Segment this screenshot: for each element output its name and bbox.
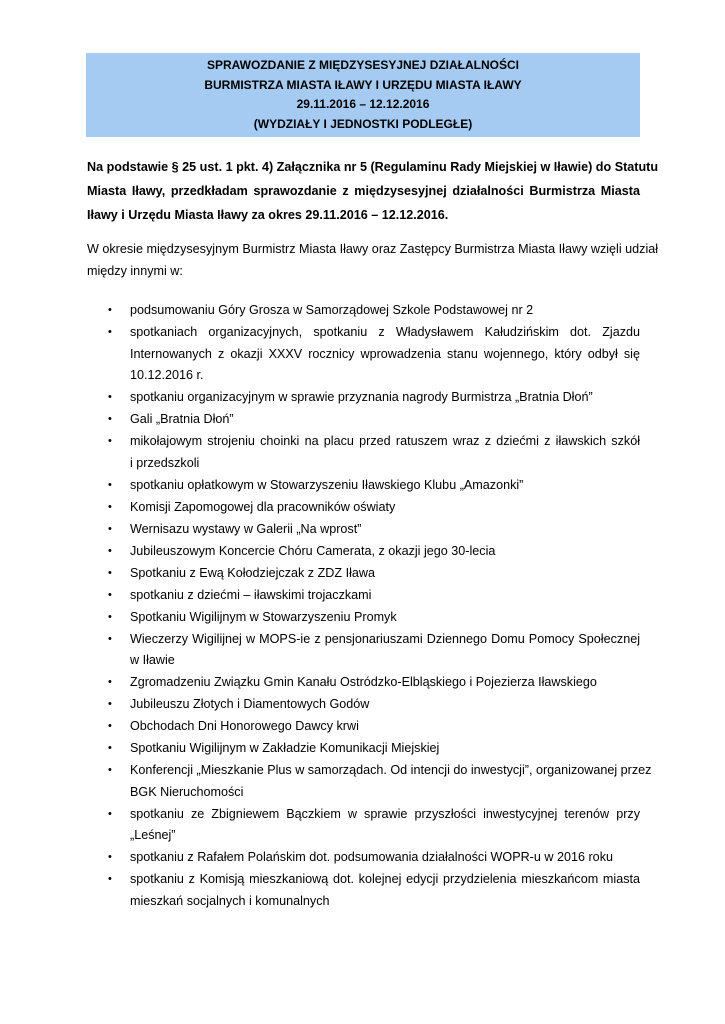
- list-item-text: [130, 847, 640, 869]
- header-title-line-1: SPRAWOZDANIE Z MIĘDZYSESYJNEJ DZIAŁALNOŚCI: [206, 58, 520, 72]
- list-item: [108, 475, 640, 497]
- list-item: [108, 738, 640, 760]
- list-item-line: Komisji Zapomogowej dla pracowników oświaty: [130, 499, 396, 514]
- list-item: [108, 585, 640, 607]
- list-item-line: spotkaniu organizacyjnym w sprawie przyznania nagrody Burmistrza „Bratnia Dłoń”: [130, 390, 593, 404]
- list-item: [108, 431, 640, 474]
- list-item-text: [130, 409, 640, 431]
- intro-line: Miasta Iławy, przedkładam sprawozdanie z międzysesyjnej działalności Burmistrza Miasta: [87, 184, 640, 198]
- bullet-icon: •: [108, 742, 112, 754]
- list-item-text: [130, 672, 640, 694]
- bullet-icon: •: [108, 500, 112, 513]
- list-item-line: Obchodach Dni Honorowego Dawcy krwi: [130, 719, 359, 733]
- list-item: [108, 672, 640, 694]
- list-item: [108, 541, 640, 563]
- list-item-line: w Iławie: [130, 653, 175, 667]
- list-item-line: Wieczerzy Wigilijnej w MOPS-ie z pensjonariuszami Dziennego Domu Pomocy Społecznej: [130, 631, 640, 646]
- bullet-icon: •: [108, 566, 112, 579]
- list-item-line: spotkaniu z Rafałem Polańskim dot. podsumowania działalności WOPR-u w 2016 roku: [130, 850, 613, 864]
- intro-paragraph: [87, 155, 659, 227]
- activity-list: [108, 300, 652, 913]
- list-item-line: Jubileuszu Złotych i Diamentowych Godów: [130, 697, 370, 711]
- list-item-text: [130, 585, 640, 607]
- bullet-icon: •: [108, 676, 112, 688]
- list-item: [108, 300, 640, 322]
- list-item: [108, 607, 640, 629]
- list-item-line: spotkaniu z dziećmi – iławskimi trojaczkami: [130, 587, 372, 602]
- intro-line: Iławy i Urzędu Miasta Iławy za okres 29.11.2016 – 12.12.2016.: [87, 208, 449, 222]
- list-item-line: podsumowaniu Góry Grosza w Samorządowej Szkole Podstawowej nr 2: [130, 303, 534, 317]
- list-item-line: Wernisazu wystawy w Galerii „Na wprost”: [130, 521, 362, 536]
- list-item: [108, 387, 640, 409]
- bullet-icon: •: [108, 632, 112, 645]
- list-item-text: [130, 607, 640, 629]
- list-item-text: [130, 738, 640, 760]
- bullet-icon: •: [108, 610, 112, 623]
- list-item-line: „Leśnej”: [130, 828, 176, 842]
- bullet-icon: •: [108, 522, 112, 535]
- list-item-text: [130, 694, 640, 716]
- bullet-icon: •: [108, 698, 112, 710]
- bullet-icon: •: [108, 304, 112, 316]
- list-item-text: [130, 869, 640, 912]
- header-subtitle: (WYDZIAŁY I JEDNOSTKI PODLEGŁE): [253, 116, 473, 131]
- bullet-icon: •: [108, 873, 112, 885]
- list-item-text: [130, 760, 652, 803]
- list-item: [108, 716, 640, 738]
- list-item: [108, 563, 640, 585]
- bullet-icon: •: [108, 764, 112, 776]
- list-item: [108, 409, 640, 431]
- list-item: [108, 760, 652, 803]
- list-item: [108, 519, 640, 541]
- bullet-icon: •: [108, 391, 112, 403]
- list-item-text: [130, 431, 640, 474]
- list-item-line: spotkaniu opłatkowym w Stowarzyszeniu Iławskiego Klubu „Amazonki”: [130, 477, 524, 492]
- list-item-text: [130, 322, 640, 387]
- intro-line: Na podstawie § 25 ust. 1 pkt. 4) Załącznika nr 5 (Regulaminu Rady Miejskiej w Iławie) do Statutu: [87, 160, 659, 174]
- lead-line: między innymi w:: [87, 264, 183, 278]
- list-item-line: mikołajowym strojeniu choinki na placu przed ratuszem wraz z dziećmi z iławskich szkół: [130, 434, 640, 448]
- list-item-text: [130, 497, 640, 519]
- list-item-line: Konferencji „Mieszkanie Plus w samorządach. Od intencji do inwestycji”, organizowanej przez: [130, 763, 652, 777]
- list-item-line: Spotkaniu Wigilijnym w Stowarzyszeniu Promyk: [130, 609, 397, 624]
- list-item-text: [130, 563, 640, 585]
- list-item-line: mieszkań socjalnych i komunalnych: [130, 893, 330, 908]
- bullet-icon: •: [108, 413, 112, 425]
- report-header: [86, 53, 640, 137]
- list-item-line: Spotkaniu Wigilijnym w Zakładzie Komunikacji Miejskiej: [130, 741, 440, 755]
- list-item-text: [130, 387, 640, 409]
- bullet-icon: •: [108, 588, 112, 601]
- list-item-line: spotkaniach organizacyjnych, spotkaniu z Władysławem Kałudzińskim dot. Zjazdu: [130, 325, 640, 339]
- list-item: [108, 322, 640, 387]
- list-item-text: [130, 804, 640, 847]
- list-item-text: [130, 300, 640, 322]
- list-item-line: spotkaniu ze Zbigniewem Bączkiem w sprawie przyszłości inwestycyjnej terenów przy: [130, 806, 640, 821]
- bullet-icon: •: [108, 544, 112, 557]
- bullet-icon: •: [108, 720, 112, 732]
- list-item-line: BGK Nieruchomości: [130, 784, 244, 799]
- bullet-icon: •: [108, 326, 112, 338]
- list-item: [108, 804, 640, 847]
- bullet-icon: •: [108, 807, 112, 820]
- lead-paragraph: [87, 238, 659, 282]
- list-item: [108, 629, 640, 672]
- list-item-text: [130, 541, 640, 563]
- list-item-text: [130, 629, 640, 672]
- bullet-icon: •: [108, 478, 112, 491]
- list-item: [108, 869, 640, 912]
- list-item-line: spotkaniu z Komisją mieszkaniową dot. kolejnej edycji przydzielenia mieszkańcom miasta: [130, 872, 640, 886]
- list-item: [108, 847, 640, 869]
- list-item-text: [130, 475, 640, 497]
- list-item-line: 10.12.2016 r.: [130, 368, 204, 382]
- bullet-icon: •: [108, 435, 112, 447]
- list-item-line: Zgromadzeniu Związku Gmin Kanału Ostródzko-Elbląskiego i Pojezierza Iławskiego: [130, 675, 597, 689]
- list-item: [108, 497, 640, 519]
- list-item-text: [130, 716, 640, 738]
- list-item-line: i przedszkoli: [130, 455, 200, 470]
- list-item: [108, 694, 640, 716]
- bullet-icon: •: [108, 851, 112, 863]
- list-item-line: Jubileuszowym Koncercie Chóru Camerata, z okazji jego 30-lecia: [130, 543, 496, 558]
- list-item-line: Spotkaniu z Ewą Kołodziejczak z ZDZ Iława: [130, 565, 375, 580]
- header-date-range: 29.11.2016 – 12.12.2016: [296, 97, 430, 111]
- list-item-line: Gali „Bratnia Dłoń”: [130, 412, 234, 426]
- lead-line: W okresie międzysesyjnym Burmistrz Miasta Iławy oraz Zastępcy Burmistrza Miasta Iławy wzięli udział: [87, 242, 659, 256]
- list-item-line: Internowanych z okazji XXXV rocznicy wprowadzenia stanu wojennego, który odbył się: [130, 346, 640, 361]
- header-title-line-2: BURMISTRZA MIASTA IŁAWY I URZĘDU MIASTA IŁAWY: [204, 77, 522, 92]
- list-item-text: [130, 519, 640, 541]
